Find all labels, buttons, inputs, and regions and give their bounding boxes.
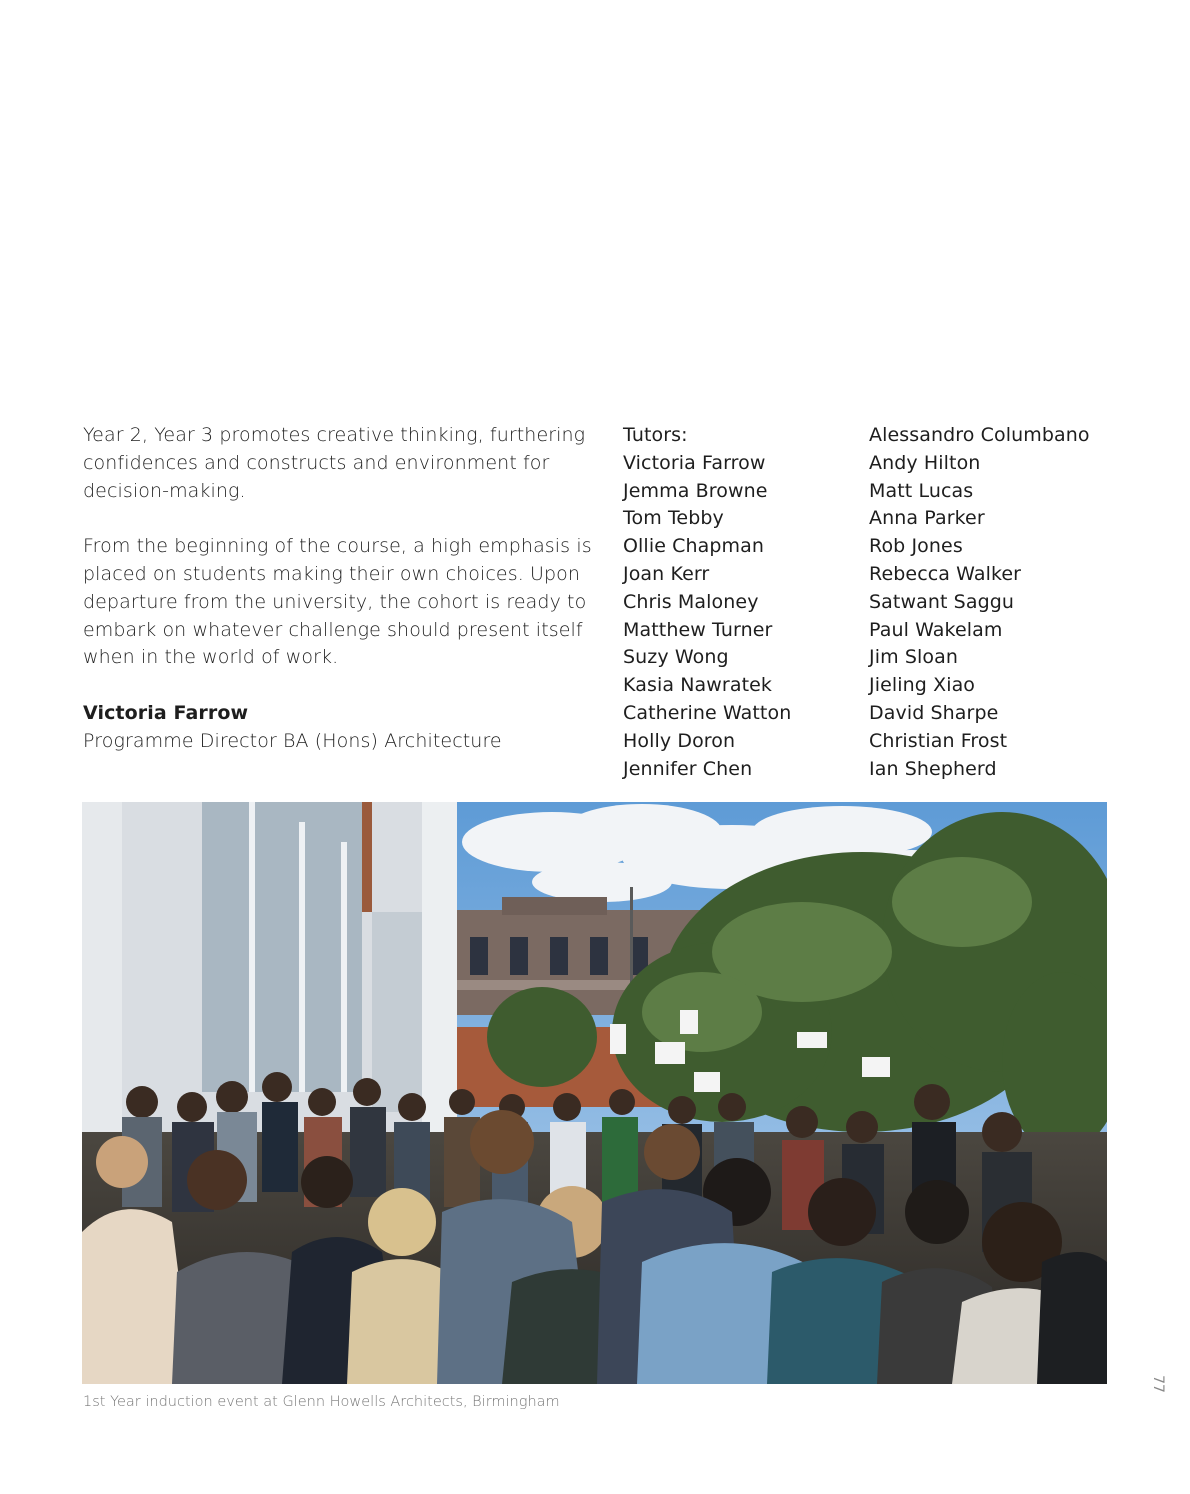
tutors-list-column-1 — [623, 422, 853, 783]
tutor-name: Jieling Xiao — [869, 674, 976, 697]
page-number: 77 — [1150, 1375, 1166, 1393]
tutor-name: Alessandro Columbano — [869, 424, 1090, 446]
tutor-name: Holly Doron — [623, 729, 736, 752]
photo-caption: 1st Year induction event at Glenn Howells Architects, Birmingham — [83, 1394, 560, 1410]
tutor-name: Satwant Saggu — [869, 590, 1015, 613]
tutor-name: Anna Parker — [869, 507, 985, 530]
tutor-name: Jim Sloan — [869, 646, 958, 669]
tutor-name: Matthew Turner — [623, 618, 773, 641]
intro-paragraph-1: Year 2, Year 3 promotes creative thinking, furthering confidences and constructs and environment for decision-making. — [83, 424, 586, 502]
tutor-name: Kasia Nawratek — [623, 674, 773, 697]
induction-event-photo — [82, 802, 1107, 1384]
intro-text — [83, 422, 593, 756]
tutor-name: Chris Maloney — [623, 590, 759, 613]
tutor-name: Ian Shepherd — [869, 757, 997, 780]
tutor-name: Tom Tebby — [623, 507, 724, 530]
tutor-name: Matt Lucas — [869, 479, 974, 502]
tutor-name: Jennifer Chen — [623, 757, 753, 780]
tutor-name: Rob Jones — [869, 535, 963, 558]
tutors-heading: Tutors: — [623, 424, 688, 446]
tutor-name: Rebecca Walker — [869, 562, 1022, 585]
tutors-list-column-2 — [869, 422, 1109, 783]
tutor-name: Ollie Chapman — [623, 535, 765, 558]
tutor-name: Victoria Farrow — [623, 451, 766, 474]
tutor-name: Jemma Browne — [623, 479, 768, 502]
tutor-name: Christian Frost — [869, 729, 1008, 752]
tutor-name: David Sharpe — [869, 701, 999, 724]
tutor-name: Paul Wakelam — [869, 618, 1003, 641]
tutor-name: Catherine Watton — [623, 701, 792, 724]
tutor-name: Suzy Wong — [623, 646, 729, 669]
intro-paragraph-2: From the beginning of the course, a high emphasis is placed on students making their own choices. Upon departure from the university, the cohort is ready to embark on whatever challenge should present itself when in the world of work. — [83, 535, 592, 669]
author-signature — [83, 700, 593, 756]
tutor-name: Andy Hilton — [869, 451, 981, 474]
author-role: Programme Director BA (Hons) Architecture — [83, 729, 502, 752]
tutor-name: Joan Kerr — [623, 562, 710, 585]
author-name: Victoria Farrow — [83, 701, 249, 724]
